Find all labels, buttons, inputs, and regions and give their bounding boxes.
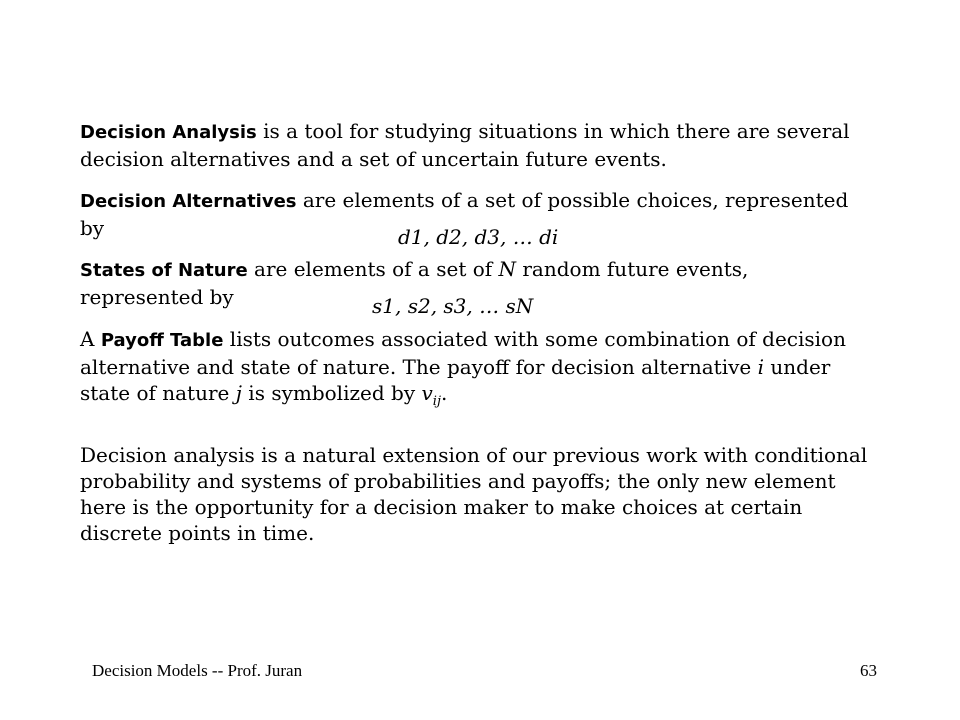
term-decision-analysis: Decision Analysis	[80, 122, 257, 143]
paragraph-text: is a tool for studying situations in which there are several decision alternatives and a set of uncertain future events.	[80, 119, 850, 171]
paragraph-text: are elements of a set of possible choices, represented by	[80, 188, 849, 240]
variable-n: N	[498, 257, 517, 281]
footer-title: Decision Models -- Prof. Juran	[92, 661, 303, 680]
variable-v: v	[421, 381, 433, 405]
page-number: 63	[860, 661, 877, 680]
variable-j: j	[235, 381, 242, 405]
term-states-of-nature: States of Nature	[80, 260, 248, 281]
formula-decision-alternatives: d1, d2, d3, … di	[398, 225, 559, 249]
paragraph-payoff-table	[80, 326, 870, 415]
paragraph-text: is symbolized by	[241, 381, 422, 405]
term-payoff-table: Payoff Table	[100, 330, 224, 351]
variable-i: i	[757, 355, 765, 379]
variable-v-subscript: ij	[432, 394, 441, 409]
paragraph-extension: Decision analysis is a natural extension of our previous work with conditional probability and systems of probabilities and payoffs; the only new element here is the opportunity for a decision maker to make choices at certain discrete points in time.	[80, 443, 868, 545]
paragraph-decision-analysis	[80, 118, 870, 172]
paragraph-text: under state of nature	[80, 355, 831, 405]
term-decision-alternatives: Decision Alternatives	[80, 191, 297, 212]
paragraph-text: are elements of a set of	[247, 257, 499, 281]
paragraph-text: lists outcomes associated with some combination of decision alternative and state of nature. The payoff for decision alternative	[80, 327, 846, 379]
paragraph-lead: A	[80, 327, 101, 351]
formula-states-of-nature: s1, s2, s3, … sN	[372, 294, 534, 318]
paragraph-text: .	[440, 381, 448, 405]
paragraph-text: random future events, represented by	[80, 257, 749, 309]
